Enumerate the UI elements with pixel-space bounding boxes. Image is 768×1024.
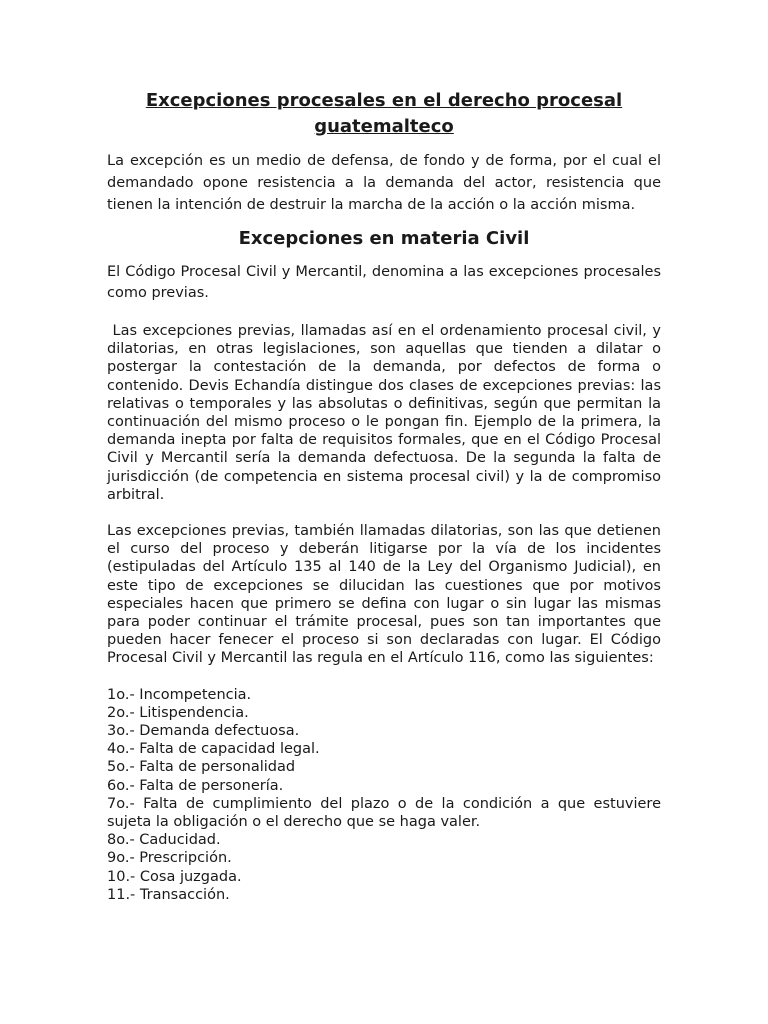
list-item: 2o.- Litispendencia. [107,704,249,721]
paragraph-articulo-116: Las excepciones previas, también llamadas dilatorias, son las que detienen el curso del proceso y deberán litigarse por la vía de los incidentes (estipuladas del Artículo 135 al 140 de la Ley del Organismo Judicial), en este tipo de excepciones se dilucidan las cuestiones que por motivos especiales hacen que primero se defina con lugar o sin lugar las mismas para poder continuar el trámite procesal, pues son tan importantes que pueden hacer fenecer el proceso si son declaradas con lugar. El Código Procesal Civil y Mercantil las regula en el Artículo 116, como las siguientes: [107,523,666,667]
list-item: 8o.- Caducidad. [107,832,221,849]
list-item: 3o.- Demanda defectuosa. [107,723,300,740]
list-item: 10.- Cosa juzgada. [107,868,242,885]
list-item: 5o.- Falta de personalidad [107,759,296,776]
document-title: Excepciones procesales en el derecho procesal guatemalteco [145,90,623,137]
list-item: 1o.- Incompetencia. [107,686,252,703]
list-item: 11.- Transacción. [107,886,230,903]
paragraph-previas: El Código Procesal Civil y Mercantil, denomina a las excepciones procesales como previas. [107,264,661,301]
list-item: 7o.- Falta de cumplimiento del plazo o de la condición a que estuviere sujeta la obligación o el derecho que se haga valer. [107,795,661,831]
list-item: 6o.- Falta de personería. [107,777,284,794]
exceptions-list [107,686,661,904]
list-item: 9o.- Prescripción. [107,850,232,867]
section-heading-civil: Excepciones en materia Civil [238,228,530,249]
paragraph-dilatorias: Las excepciones previas, llamadas así en el ordenamiento procesal civil, y dilatorias, en otras legislaciones, son aquellas que tienden a dilatar o postergar la contestación de la demanda, por defectos de forma o contenido. Devis Echandía distingue dos clases de excepciones previas: las relativas o temporales y las absolutas o definitivas, según que permitan la continuación del mismo proceso o le pongan fin. Ejemplo de la primera, la demanda inepta por falta de requisitos formales, que en el Código Procesal Civil y Mercantil sería la demanda defectuosa. De la segunda la falta de jurisdicción (de competencia en sistema procesal civil) y la de compromiso arbitral. [107,323,666,503]
list-item: 4o.- Falta de capacidad legal. [107,741,320,758]
document-page [107,88,666,904]
intro-paragraph: La excepción es un medio de defensa, de fondo y de forma, por el cual el demandado opone resistencia a la demanda del actor, resistencia que tienen la intención de destruir la marcha de la acción o la acción misma. [107,153,661,213]
